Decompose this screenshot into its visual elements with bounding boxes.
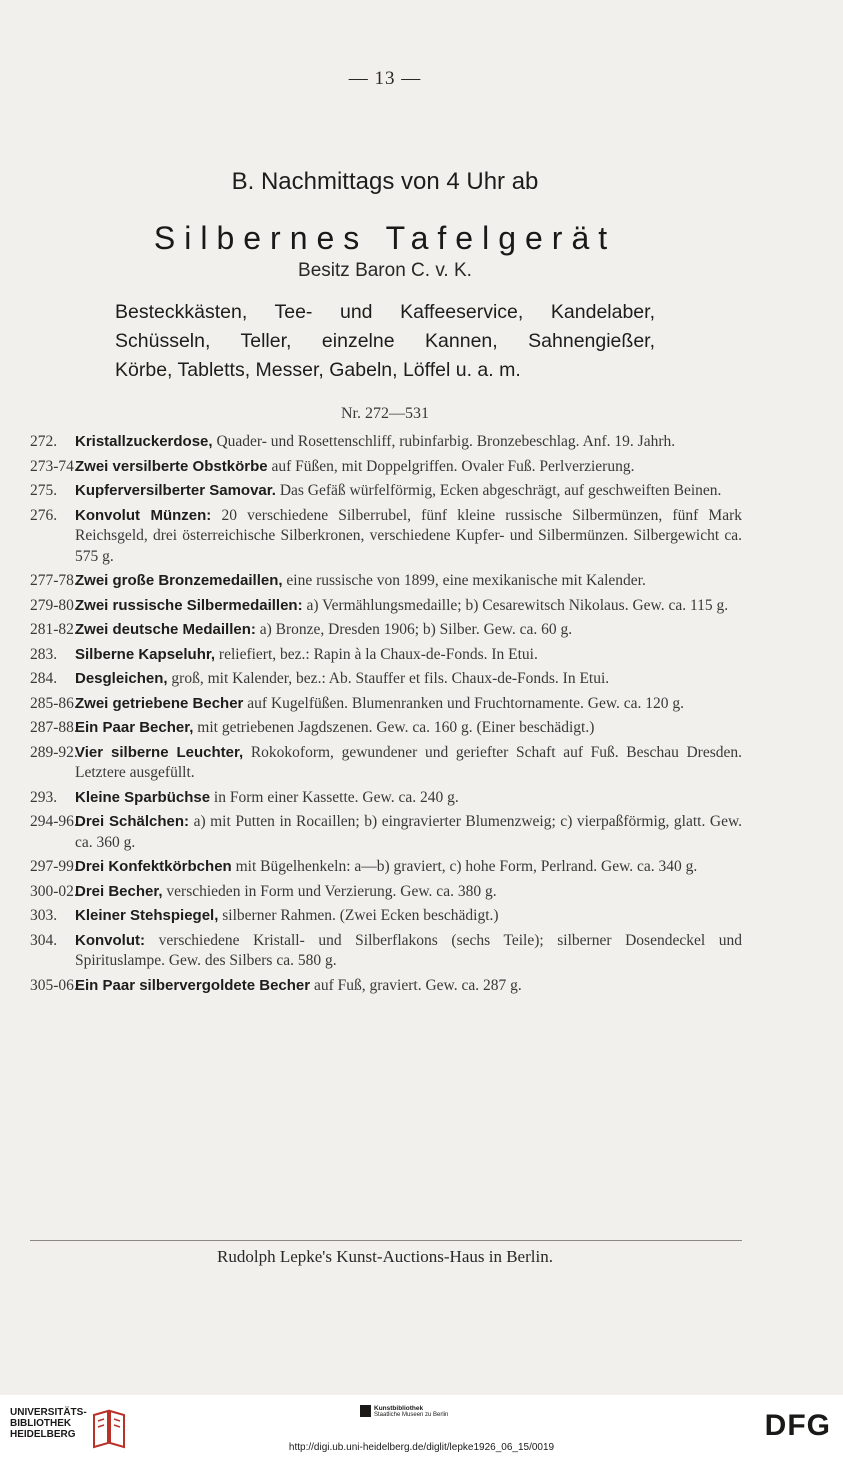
lot-title: Ein Paar Becher, [75,719,194,736]
lot-number: 294-96. [30,813,78,830]
lot-title: Kupferversilberter Samovar. [75,482,276,499]
lot-description [75,457,742,478]
lot-title: Drei Konfektkörbchen [75,858,232,875]
lot-entry [30,457,742,478]
lot-title: Konvolut Münzen: [75,506,212,524]
lot-details: 20 verschiedene Silberrubel, fünf kleine russische Silbermünzen, fünf Mark Reichsgeld, drei österreichische Silberkronen, verschiedene Kupfer- und Silbermünzen. Silbergewicht ca. 575 g. [75,506,742,565]
lot-description [75,432,742,453]
lot-details: auf Kugelfüßen. Blumenranken und Fruchtornamente. Gew. ca. 120 g. [247,694,685,712]
lot-details: Das Gefäß würfelförmig, Ecken abgeschrägt, auf geschweiften Beinen. [279,482,722,499]
lot-description [75,906,742,927]
lot-title: Zwei versilberte Obstkörbe [75,457,268,475]
lot-description [75,645,742,666]
lot-details: auf Fuß, graviert. Gew. ca. 287 g. [313,976,522,994]
lot-number: 285-86. [30,694,78,712]
lot-description [75,620,742,641]
lot-entry [30,596,742,617]
ub-logo-line: BIBLIOTHEK [10,1418,72,1429]
contents-line: Schüsseln, Teller, einzelne Kannen, Sahnengießer, [115,330,655,352]
lot-number: 284. [30,670,58,687]
lot-number: 305-06. [30,976,78,994]
lot-details: verschiedene Kristall- und Silberflakons (sechs Teile); silberner Dosendeckel und Spirituslampe. Gew. des Silbers ca. 580 g. [75,931,742,969]
lot-entry [30,694,742,715]
lot-description [75,718,742,739]
lot-entry [30,812,742,853]
lot-number: 275. [30,482,58,499]
lot-title: Vier silberne Leuchter, [75,743,244,761]
lot-entry [30,788,742,809]
lot-number: 293. [30,788,58,806]
kb-logo-line: Staatliche Museen zu Berlin [374,1412,449,1418]
lot-title: Zwei deutsche Medaillen: [75,621,256,638]
lot-description [75,857,742,878]
permalink-url[interactable]: http://digi.ub.uni-heidelberg.de/diglit/lepke1926_06_15/0019 [288,1442,555,1453]
lot-number: 287-88. [30,719,78,736]
ub-logo-line: HEIDELBERG [10,1429,76,1440]
lot-number: 300-02. [30,882,78,900]
lot-details: a) Vermählungsmedaille; b) Cesarewitsch Nikolaus. Gew. ca. 115 g. [306,596,729,614]
lot-range: Nr. 272—531 [341,405,429,422]
lot-details: a) Bronze, Dresden 1906; b) Silber. Gew. ca. 60 g. [259,621,573,638]
lot-title: Kleiner Stehspiegel, [75,907,219,924]
contents-line: Körbe, Tabletts, Messer, Gabeln, Löffel u. a. m. [115,359,521,381]
lot-details: mit getriebenen Jagdszenen. Gew. ca. 160 g. (Einer beschädigt.) [197,719,595,736]
lot-details: a) mit Putten in Rocaillen; b) eingravierter Blumenzweig; c) vierpaßförmig, glatt. Gew. ca. 360 g. [75,813,743,851]
lot-description [75,571,742,592]
lot-title: Desgleichen, [75,670,168,687]
lot-number: 277-78. [30,572,78,589]
lot-description [75,694,742,715]
lot-number: 303. [30,907,58,924]
session-heading: B. Nachmittags von 4 Uhr ab [231,168,539,195]
owner-line: Besitz Baron C. v. K. [298,260,472,281]
lot-number: 281-82. [30,621,78,638]
auction-house-footer: Rudolph Lepke's Kunst-Auctions-Haus in Berlin. [217,1247,553,1266]
lot-description [75,976,742,997]
lot-entry [30,571,742,592]
lot-title: Zwei russische Silbermedaillen: [75,596,303,614]
lot-number: 304. [30,931,58,949]
contents-line: Besteckkästen, Tee- und Kaffeeservice, Kandelaber, [115,301,655,323]
lot-list [30,432,742,1000]
lot-title: Drei Schälchen: [75,813,190,830]
kunstbibliothek-logo[interactable] [374,1405,448,1419]
footer-rule [30,1240,742,1241]
lot-number: 279-80. [30,596,78,614]
lot-entry [30,669,742,690]
contents-description [115,298,655,385]
lot-entry [30,976,742,997]
lot-title: Zwei große Bronzemedaillen, [75,572,283,589]
lot-description [75,596,742,617]
kb-logo-line: Kunstbibliothek [374,1405,424,1412]
lot-entry [30,857,742,878]
lot-description [75,506,742,568]
lot-description [75,812,742,853]
lot-title: Kristallzuckerdose, [75,433,213,450]
lot-entry [30,906,742,927]
page-number: — 13 — [348,68,422,89]
lot-entry [30,481,742,502]
lot-description [75,931,742,972]
lot-details: mit Bügelhenkeln: a—b) graviert, c) hohe Form, Perlrand. Gew. ca. 340 g. [235,858,698,875]
lot-details: eine russische von 1899, eine mexikanische mit Kalender. [286,572,646,589]
lot-entry [30,645,742,666]
section-title: Silbernes Tafelgerät [153,220,617,256]
lot-entry [30,718,742,739]
lot-title: Kleine Sparbüchse [75,788,211,806]
lot-number: 273-74. [30,457,78,475]
lot-details: Quader- und Rosettenschliff, rubinfarbig. Bronzebeschlag. Anf. 19. Jahrh. [216,433,676,450]
lot-number: 297-99. [30,858,78,875]
lot-details: Rokokoform, gewundener und geriefter Schaft auf Fuß. Beschau Dresden. Letztere ausgefüllt. [75,743,742,781]
lot-number: 289-92. [30,743,78,761]
lot-details: groß, mit Kalender, bez.: Ab. Stauffer et fils. Chaux-de-Fonds. In Etui. [171,670,610,687]
lot-entry [30,743,742,784]
lot-details: verschieden in Form und Verzierung. Gew. ca. 380 g. [166,882,497,900]
lot-number: 272. [30,433,58,450]
lot-details: silberner Rahmen. (Zwei Ecken beschädigt.) [222,907,499,924]
lot-details: auf Füßen, mit Doppelgriffen. Ovaler Fuß. Perlverzierung. [271,457,635,475]
lot-description [75,743,742,784]
lot-title: Drei Becher, [75,882,163,900]
lot-number: 276. [30,506,58,524]
lot-description [75,669,742,690]
lot-entry [30,882,742,903]
ub-logo-line: UNIVERSITÄTS- [10,1407,87,1418]
lot-title: Konvolut: [75,931,145,949]
digitization-footer [0,1395,843,1457]
dfg-logo[interactable]: DFG [764,1409,831,1442]
lot-description [75,481,742,502]
lot-description [75,882,742,903]
lot-number: 283. [30,645,58,663]
lot-title: Ein Paar silbervergoldete Becher [75,976,311,994]
lot-entry [30,620,742,641]
lot-description [75,788,742,809]
lot-details: in Form einer Kassette. Gew. ca. 240 g. [213,788,459,806]
lot-entry [30,432,742,453]
lot-entry [30,931,742,972]
lot-title: Silberne Kapseluhr, [75,645,216,663]
lot-title: Zwei getriebene Becher [75,694,244,712]
lot-entry [30,506,742,568]
kunstbibliothek-emblem-icon [360,1405,371,1417]
lot-details: reliefiert, bez.: Rapin à la Chaux-de-Fonds. In Etui. [218,645,538,663]
